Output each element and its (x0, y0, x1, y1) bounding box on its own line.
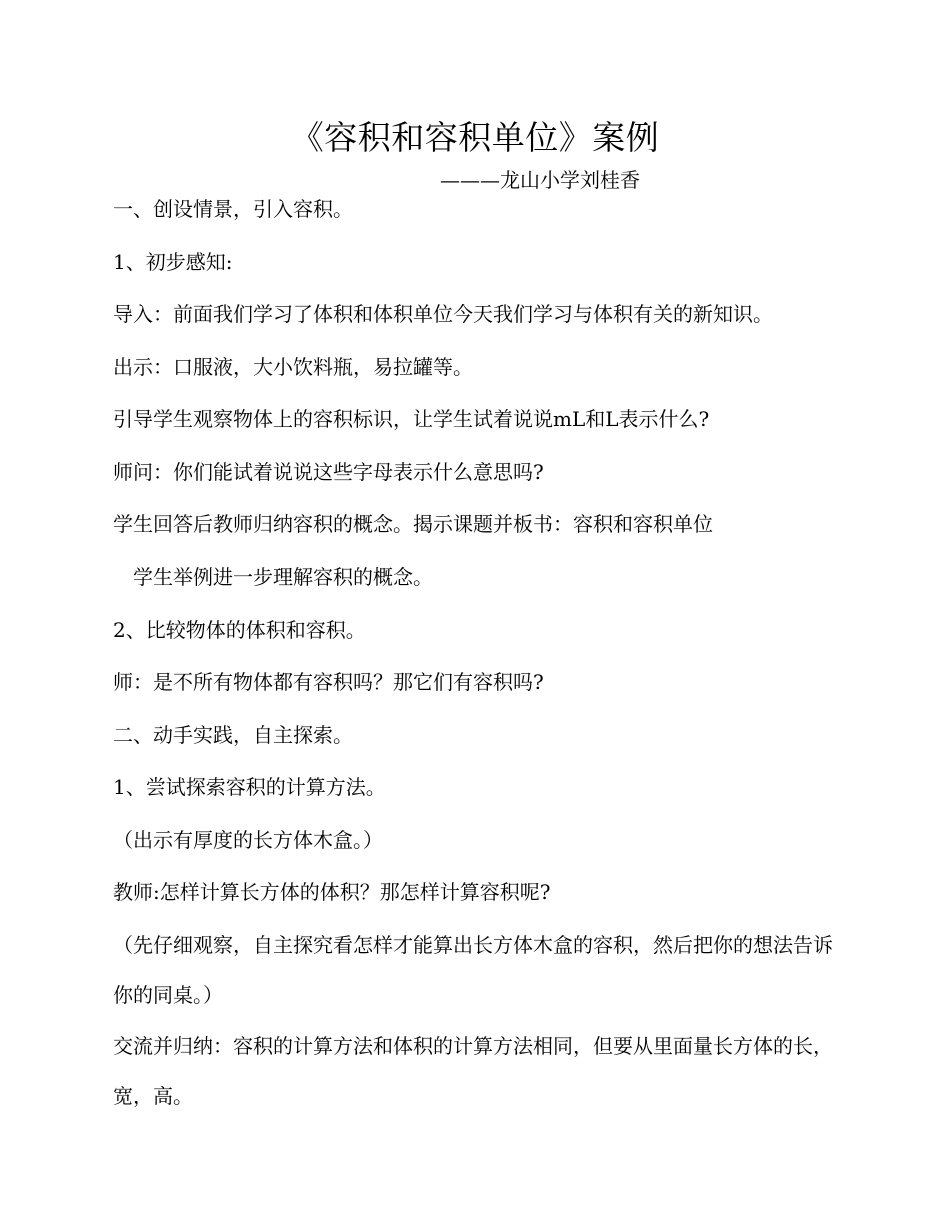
paragraph: （先仔细观察，自主探究看怎样才能算出长方体木盒的容积，然后把你的想法告诉你的同桌。） (113, 933, 833, 1007)
section-heading-2: 二、动手实践，自主探索。 (113, 723, 353, 747)
subsection-heading: 1、初步感知: (113, 250, 233, 274)
paragraph: 学生回答后教师归纳容积的概念。揭示课题并板书：容积和容积单位 (113, 512, 713, 536)
paragraph: 出示：口服液，大小饮料瓶，易拉罐等。 (113, 355, 473, 379)
paragraph: 师问：你们能试着说说这些字母表示什么意思吗? (113, 460, 544, 484)
paragraph: 导入：前面我们学习了体积和体积单位今天我们学习与体积有关的新知识。 (113, 302, 773, 326)
paragraph: 引导学生观察物体上的容积标识，让学生试着说说mL和L表示什么? (113, 407, 710, 431)
document-title: 《容积和容积单位》案例 (290, 118, 660, 157)
paragraph: 师：是不所有物体都有容积吗？那它们有容积吗? (113, 670, 544, 694)
subsection-heading: 1、尝试探索容积的计算方法。 (113, 775, 386, 799)
paragraph: 教师:怎样计算长方体的体积？那怎样计算容积呢? (113, 880, 551, 904)
paragraph: 学生举例进一步理解容积的概念。 (113, 565, 433, 589)
section-heading-1: 一、创设情景，引入容积。 (113, 197, 353, 221)
subsection-heading: 2、比较物体的体积和容积。 (113, 618, 366, 642)
paragraph: （出示有厚度的长方体木盒。） (113, 828, 383, 852)
paragraph: 交流并归纳：容积的计算方法和体积的计算方法相同，但要从里面量长方体的长，宽，高。 (113, 1034, 833, 1108)
author-line: ———龙山小学刘桂香 (440, 168, 640, 192)
